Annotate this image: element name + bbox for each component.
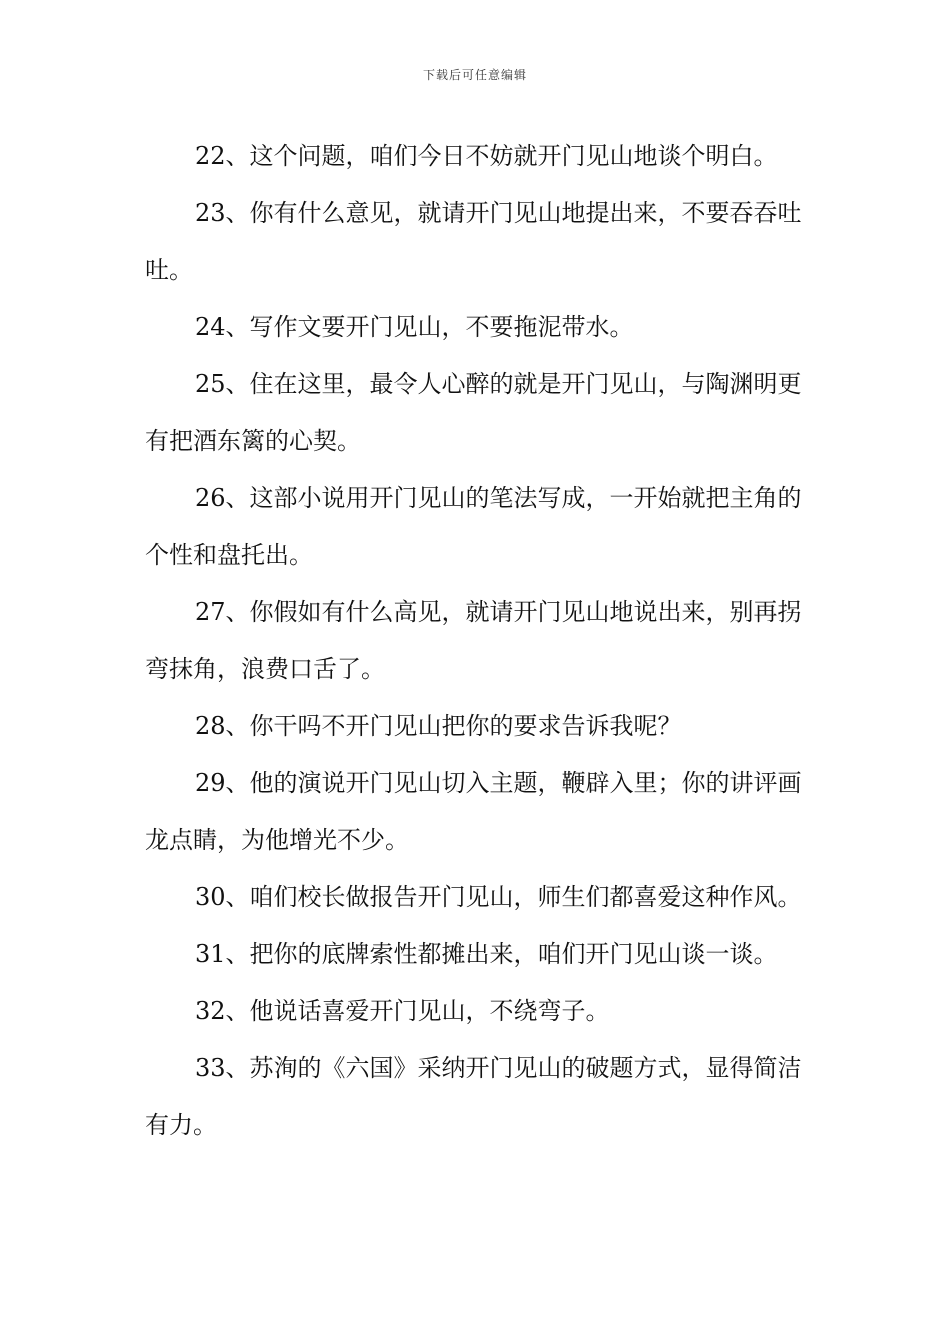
paragraph-29: 29、他的演说开门见山切入主题，鞭辟入里；你的讲评画龙点睛，为他增光不少。 <box>145 769 802 854</box>
paragraph-33: 33、苏洵的《六国》采纳开门见山的破题方式，显得简洁有力。 <box>145 1054 802 1139</box>
paragraph-25: 25、住在这里，最令人心醉的就是开门见山，与陶渊明更有把酒东篱的心契。 <box>145 370 802 455</box>
paragraph-32: 32、他说话喜爱开门见山，不绕弯子。 <box>195 997 610 1025</box>
paragraph-23: 23、你有什么意见，就请开门见山地提出来，不要吞吞吐吐。 <box>145 199 802 284</box>
document-body <box>145 128 807 1154</box>
paragraph-30: 30、咱们校长做报告开门见山，师生们都喜爱这种作风。 <box>195 883 802 911</box>
paragraph-24: 24、写作文要开门见山，不要拖泥带水。 <box>195 313 634 341</box>
paragraph-22: 22、这个问题，咱们今日不妨就开门见山地谈个明白。 <box>195 142 778 170</box>
paragraph-31: 31、把你的底牌索性都摊出来，咱们开门见山谈一谈。 <box>195 940 778 968</box>
paragraph-28: 28、你干吗不开门见山把你的要求告诉我呢？ <box>195 712 682 740</box>
paragraph-27: 27、你假如有什么高见，就请开门见山地说出来，别再拐弯抹角，浪费口舌了。 <box>145 598 802 683</box>
page-header: 下载后可任意编辑 <box>422 68 527 82</box>
paragraph-26: 26、这部小说用开门见山的笔法写成，一开始就把主角的个性和盘托出。 <box>145 484 802 569</box>
